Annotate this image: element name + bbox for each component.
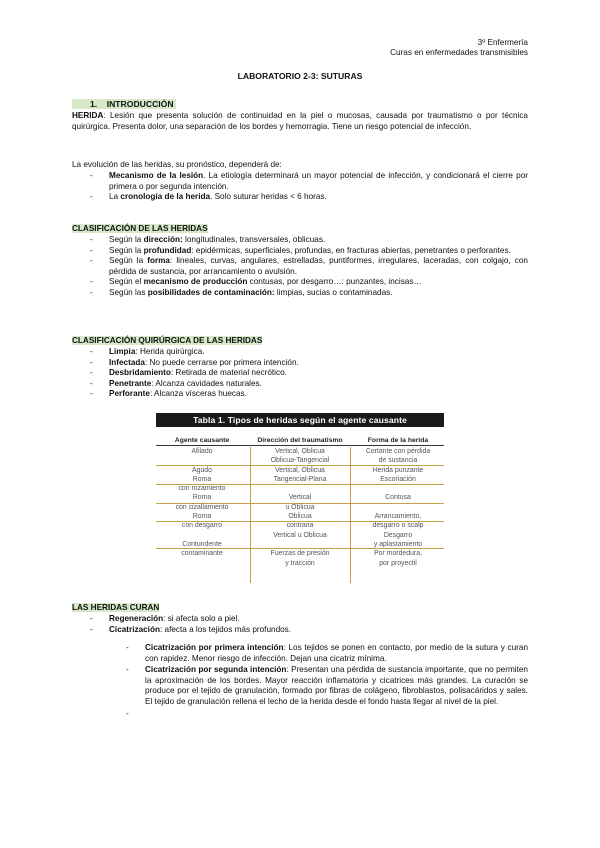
table-title: Tabla 1. Tipos de heridas según el agente causante	[156, 413, 444, 427]
evolucion-list	[72, 171, 528, 203]
cicatrizacion-sublist	[72, 643, 528, 719]
list-item: - Según la dirección: longitudinales, transversales, oblicuas.	[72, 235, 528, 246]
list-item: - La cronología de la herida. Solo suturar heridas < 6 horas.	[72, 192, 528, 203]
list-item: - Cicatrización: afecta a los tejidos más profundos.	[72, 625, 528, 636]
list-item	[72, 709, 528, 720]
clasificacion-list	[72, 235, 528, 299]
list-item: - Penetrante: Alcanza cavidades naturales.	[72, 379, 528, 390]
list-item: - Limpia: Herida quirúrgica.	[72, 347, 528, 358]
list-item: - Según la forma: lineales, curvas, angulares, estrelladas, puntiformes, irregulares, laceradas, con colgajo, con pérdida de sustancia, por arrancamiento o avulsión.	[72, 256, 528, 277]
heading-highlight: 1. INTRODUCCIÓN	[72, 99, 176, 109]
list-item: - Según las posibilidades de contaminación: limpias, sucias o contaminadas.	[72, 288, 528, 299]
list-item: - Cicatrización por primera intención: Los tejidos se ponen en contacto, por medio de la sutura y curan con rapidez. Menor riesgo de infección. Dejan una cicatriz mínima.	[72, 643, 528, 664]
table-column-agente: Afilado Agudo Roma con rozamiento Roma con cizallamiento Roma con desgarro Contundente contaminante	[175, 448, 229, 558]
table-divider	[250, 447, 251, 583]
list-item: - Regeneración: si afecta solo a piel.	[72, 614, 528, 625]
list-item: - Cicatrización por segunda intención: Presentan una pérdida de sustancia importante, que no permiten la aproximación de los bordes. Mayor reacción inflamatoria y cicatrices más grandes. La curación se produce por el tejido de granulación, formado por fibras de colágeno, fibroblastos, polisacáridos y sales. El tejido de granulación rellena el lecho de la herida desde el fondo hasta llegar al nivel de la piel.	[72, 665, 528, 707]
herida-term: HERIDA	[72, 111, 104, 120]
section-heading-clasificacion: CLASIFICACIÓN DE LAS HERIDAS	[72, 224, 208, 233]
wound-types-table	[156, 413, 444, 586]
list-item: - Infectada: No puede cerrarse por primera intención.	[72, 358, 528, 369]
table-header-forma: Forma de la herida	[367, 437, 429, 444]
section-heading-curan: LAS HERIDAS CURAN	[72, 603, 160, 612]
list-item: - Según el mecanismo de producción contusas, por desgarro…: punzantes, incisas…	[72, 277, 528, 288]
section-heading-quirurgica: CLASIFICACIÓN QUIRÚRGICA DE LAS HERIDAS	[72, 336, 263, 345]
herida-definition: : Lesión que presenta solución de continuidad en la piel o mucosas, causada por traumatismo o por técnica quirúrgica. Presenta dolor, una separación de los bordes y hemorragia. Tiene un riesgo potencial de infección.	[72, 111, 528, 131]
list-item: - Mecanismo de la lesión. La etiología determinará un mayor potencial de infección, y condicionará el cierre por primera o por segunda intención.	[72, 171, 528, 192]
page-title: LABORATORIO 2-3: SUTURAS	[237, 71, 363, 81]
list-item: - Según la profundidad: epidérmicas, superficiales, profundas, en fracturas abiertas, penetrantes o perforantes.	[72, 246, 528, 257]
curan-list	[72, 614, 528, 635]
table-header-agente: Agente causante	[174, 437, 230, 444]
table-divider	[350, 447, 351, 583]
table-column-direccion: Vertical, Oblicua Oblicua-Tangencial Vertical, Oblicua Tangencial-Plana Vertical u Oblicua Oblicua contraria Vertical u Oblicua Fuerzas de presión y tracción	[270, 448, 330, 567]
herida-paragraph	[72, 111, 528, 132]
table-header-rule	[156, 445, 444, 446]
list-item: - Desbridamiento: Retirada de material necrótico.	[72, 368, 528, 379]
header-course: 3º Enfermería	[477, 38, 528, 47]
table-column-forma: Cortante con pérdida de sustancia Herida punzante Escoriación Contusa Arrancamiento, desgarro o scalp Desgarro y aplastamiento Por mordedura, por proyectil	[365, 448, 431, 567]
header-subject: Curas en enfermedades transmisibles	[390, 48, 528, 57]
list-item: - Perforante: Alcanza vísceras huecas.	[72, 389, 528, 400]
evolucion-paragraph: La evolución de las heridas, su pronóstico, dependerá de:	[72, 160, 282, 169]
section-heading-introduccion	[72, 99, 528, 110]
table-header-direccion: Dirección del traumatismo	[257, 437, 343, 444]
quirurgica-list	[72, 347, 528, 400]
